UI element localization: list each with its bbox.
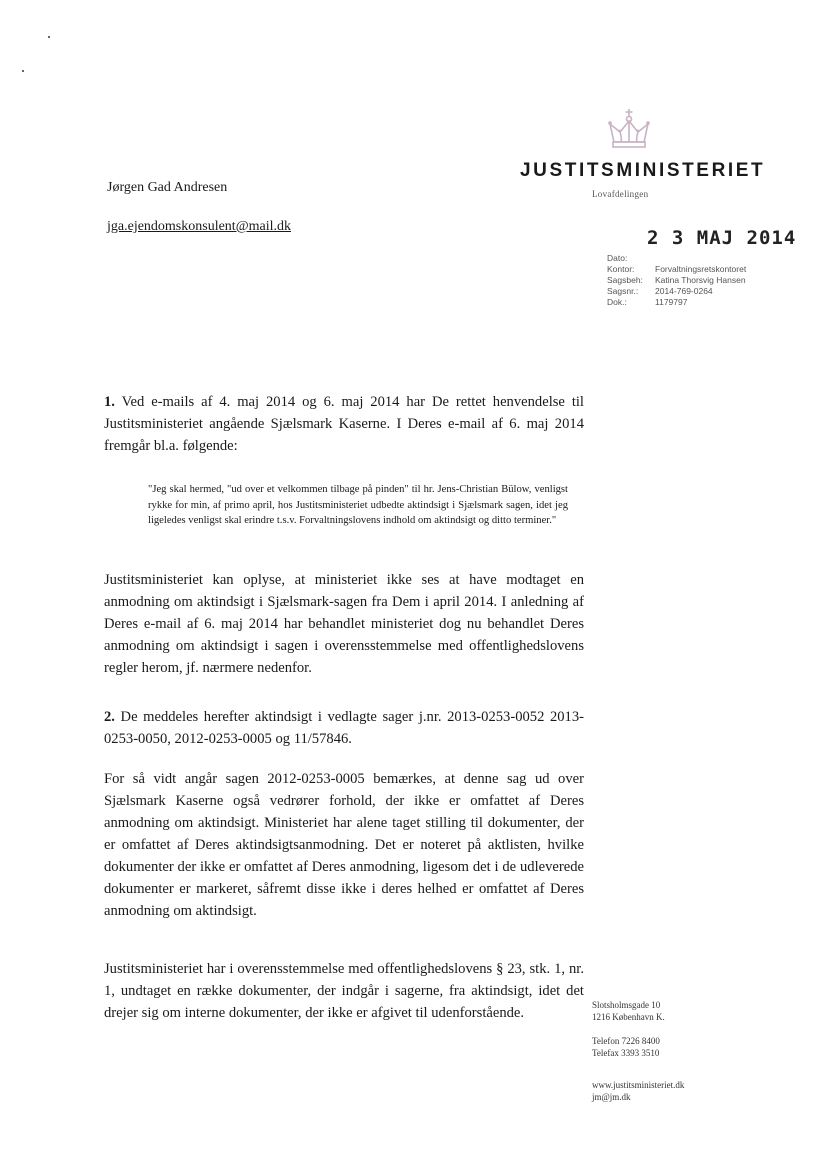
section-number: 1. xyxy=(104,394,115,410)
meta-row xyxy=(607,275,787,286)
recipient-email-link[interactable]: jga.ejendomskonsulent@mail.dk xyxy=(107,219,291,234)
scan-speck xyxy=(22,70,24,72)
meta-value: Forvaltningsretskontoret xyxy=(655,264,747,274)
phone-number: Telefon 7226 8400 xyxy=(592,1036,660,1046)
paragraph-5: Justitsministeriet har i overensstemmelse med offentlighedslovens § 23, stk. 1, nr. 1, undtaget en række dokumenter, der indgår i sagerne, fra aktindsigt, idet det drejer sig om interne dokumenter, der ikke er afgivet til udenforstående. xyxy=(104,961,584,1021)
contact-web xyxy=(592,1079,732,1103)
address-city: 1216 København K. xyxy=(592,1012,665,1022)
paragraph-1 xyxy=(104,391,584,457)
section-number: 2. xyxy=(104,709,115,725)
website-link[interactable]: www.justitsministeriet.dk xyxy=(592,1080,685,1090)
meta-row xyxy=(607,286,787,297)
email-link[interactable]: jm@jm.dk xyxy=(592,1092,631,1102)
scan-speck xyxy=(48,36,50,38)
paragraph-4: For så vidt angår sagen 2012-0253-0005 bemærkes, at denne sag ud over Sjælsmark Kaserne også vedrører forhold, der ikke er omfattet af Deres anmodning om aktindsigt. Ministeriet har alene taget stilling til dokumenter, der er omfattet af Deres aktindsigtsanmodning. Det er noteret på aktlisten, hvilke dokumenter der ikke er omfattet af Deres anmodning, ligesom det i de udleverede dokumenter er markeret, såfremt disse ikke i deres helhed er omfattet af Deres anmodning om aktindsigt. xyxy=(104,771,584,919)
contact-address xyxy=(592,999,732,1023)
paragraph-2: Justitsministeriet kan oplyse, at ministeriet ikke ses at have modtaget en anmodning om aktindsigt i Sjælsmark-sagen fra Dem i april 2014. I anledning af Deres e-mail af 6. maj 2014 har behandlet ministeriet dog nu behandlet Deres anmodning om aktindsigt i sagen i overensstemmelse med offentlighedslovens regler herom, jf. nærmere nedenfor. xyxy=(104,572,584,676)
ministry-name: JUSTITSMINISTERIET xyxy=(520,160,766,181)
meta-label: Dato: xyxy=(607,253,628,263)
address-street: Slotsholmsgade 10 xyxy=(592,1000,661,1010)
department-name: Lovafdelingen xyxy=(592,189,649,199)
meta-value xyxy=(655,253,787,264)
paragraph-text: De meddeles herefter aktindsigt i vedlagte sager j.nr. 2013-0253-0052 2013-0253-0050, 2012-0253-0005 og 11/57846. xyxy=(104,709,584,747)
meta-label: Sagsnr.: xyxy=(607,286,639,296)
meta-value: 1179797 xyxy=(655,297,688,307)
meta-value: 2014-769-0264 xyxy=(655,286,713,296)
meta-label: Kontor: xyxy=(607,264,635,274)
meta-row xyxy=(607,264,787,275)
case-metadata xyxy=(607,253,787,308)
paragraph-3 xyxy=(104,706,584,750)
meta-row xyxy=(607,297,787,308)
meta-row xyxy=(607,253,787,264)
email-quote: "Jeg skal hermed, "ud over et velkommen tilbage på pinden" til hr. Jens-Christian Bülow, venligst rykke for min, af primo april, hos Justitsministeriet udbedte aktindsigt i Sjælsmark sagen, idet jeg ligeledes venligst skal erindre t.s.v. Forvaltningslovens indhold om aktindsigt og ditto terminer." xyxy=(148,484,568,526)
meta-label: Dok.: xyxy=(607,297,627,307)
fax-number: Telefax 3393 3510 xyxy=(592,1048,660,1058)
contact-phone xyxy=(592,1035,732,1059)
paragraph-text: Ved e-mails af 4. maj 2014 og 6. maj 2014 har De rettet henvendelse til Justitsministeriet angående Sjælsmark Kaserne. I Deres e-mail af 6. maj 2014 fremgår bl.a. følgende: xyxy=(104,394,584,454)
meta-value: Katina Thorsvig Hansen xyxy=(655,275,746,285)
recipient-name: Jørgen Gad Andresen xyxy=(107,180,228,195)
meta-label: Sagsbeh: xyxy=(607,275,643,285)
date-stamp: 2 3 MAJ 2014 xyxy=(647,227,797,249)
royal-crown-icon xyxy=(606,108,652,150)
